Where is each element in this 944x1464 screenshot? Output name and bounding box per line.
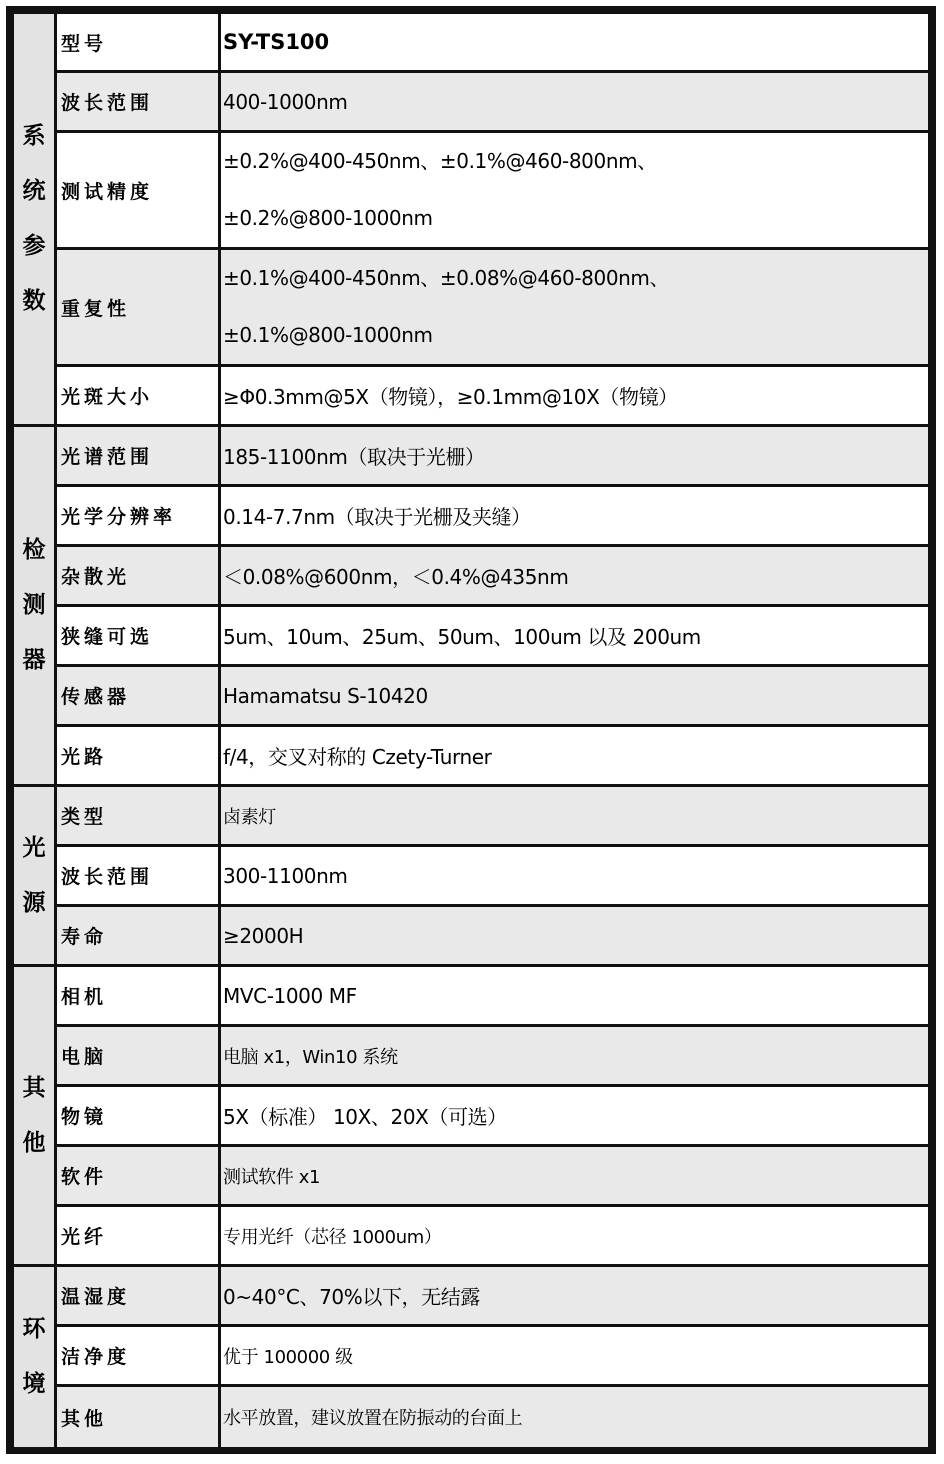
group-char: 参 [22,233,46,259]
table-row [14,547,928,604]
table-row [14,607,928,664]
value-lifetime: ≥2000H [221,907,928,964]
label-lifetime: 寿命 [57,907,218,964]
table-row [14,1027,928,1084]
label-wavelength-range: 波长范围 [57,73,218,130]
group-other [14,967,54,1264]
group-char: 光 [22,834,46,861]
value-spot-size: ≥Φ0.3mm@5X（物镜），≥0.1mm@10X（物镜） [221,367,928,424]
group-light-source [14,787,54,964]
value-temp-humidity: 0~40°C、70%以下，无结露 [221,1267,928,1324]
value-wavelength-range: 400-1000nm [221,73,928,130]
table-row [14,250,928,364]
table-row [14,847,928,904]
value-model: SY-TS100 [221,14,928,70]
table-row [14,133,928,247]
label-optical-resolution: 光学分辨率 [57,487,218,544]
table-row [14,1327,928,1384]
group-environment [14,1267,54,1447]
label-temp-humidity: 温湿度 [57,1267,218,1324]
table-row [14,907,928,964]
value-lamp-wavelength: 300-1100nm [221,847,928,904]
value-slit-options: 5um、10um、25um、50um、100um 以及 200um [221,607,928,664]
group-char: 源 [22,889,46,916]
label-spectral-range: 光谱范围 [57,427,218,484]
table-row [14,487,928,544]
table-row [14,1207,928,1264]
value-line: ±0.1%@400-450nm、±0.08%@460-800nm、 [223,266,670,290]
label-fiber: 光纤 [57,1207,218,1264]
group-char: 系 [22,123,46,149]
label-stray-light: 杂散光 [57,547,218,604]
table-row [14,787,928,844]
group-system-parameters [14,14,54,424]
value-optical-resolution: 0.14-7.7nm（取决于光栅及夹缝） [221,487,928,544]
label-objective: 物镜 [57,1087,218,1144]
label-sensor: 传感器 [57,667,218,724]
group-char: 数 [22,288,46,314]
table-row [14,1267,928,1324]
group-char: 测 [22,592,46,618]
value-optical-path: f/4，交叉对称的 Czety-Turner [221,727,928,784]
label-cleanliness: 洁净度 [57,1327,218,1384]
value-line: ±0.1%@800-1000nm [223,323,433,347]
table-row [14,967,928,1024]
group-char: 境 [22,1371,46,1397]
value-sensor: Hamamatsu S-10420 [221,667,928,724]
spec-table [11,11,931,1450]
label-software: 软件 [57,1147,218,1204]
table-row [14,667,928,724]
value-objective: 5X（标准） 10X、20X（可选） [221,1087,928,1144]
value-repeatability [221,250,928,364]
table-row [14,727,928,784]
table-row [14,1087,928,1144]
table-row [14,367,928,424]
label-spot-size: 光斑大小 [57,367,218,424]
group-char: 环 [22,1316,46,1342]
group-char: 器 [22,647,46,673]
table-row [14,1147,928,1204]
label-test-accuracy: 测试精度 [57,133,218,247]
table-row [14,427,928,484]
value-camera: MVC-1000 MF [221,967,928,1024]
value-computer: 电脑 x1，Win10 系统 [221,1027,928,1084]
value-cleanliness: 优于 100000 级 [221,1327,928,1384]
label-model: 型号 [57,14,218,70]
value-fiber: 专用光纤（芯径 1000um） [221,1207,928,1264]
label-lamp-wavelength: 波长范围 [57,847,218,904]
value-test-accuracy [221,133,928,247]
group-char: 统 [22,178,46,204]
group-char: 其 [22,1074,46,1101]
group-char: 他 [22,1129,46,1156]
table-row [14,73,928,130]
spec-sheet [6,6,936,1454]
label-computer: 电脑 [57,1027,218,1084]
value-spectral-range: 185-1100nm（取决于光栅） [221,427,928,484]
value-software: 测试软件 x1 [221,1147,928,1204]
label-env-other: 其他 [57,1387,218,1447]
group-detector [14,427,54,784]
value-env-other: 水平放置，建议放置在防振动的台面上 [221,1387,928,1447]
group-char: 检 [22,537,46,563]
value-stray-light: ＜0.08%@600nm，＜0.4%@435nm [221,547,928,604]
table-row [14,1387,928,1447]
label-camera: 相机 [57,967,218,1024]
value-lamp-type: 卤素灯 [221,787,928,844]
value-line: ±0.2%@400-450nm、±0.1%@460-800nm、 [223,149,657,173]
label-optical-path: 光路 [57,727,218,784]
label-slit-options: 狭缝可选 [57,607,218,664]
label-repeatability: 重复性 [57,250,218,364]
table-row [14,14,928,70]
value-line: ±0.2%@800-1000nm [223,206,433,230]
label-lamp-type: 类型 [57,787,218,844]
